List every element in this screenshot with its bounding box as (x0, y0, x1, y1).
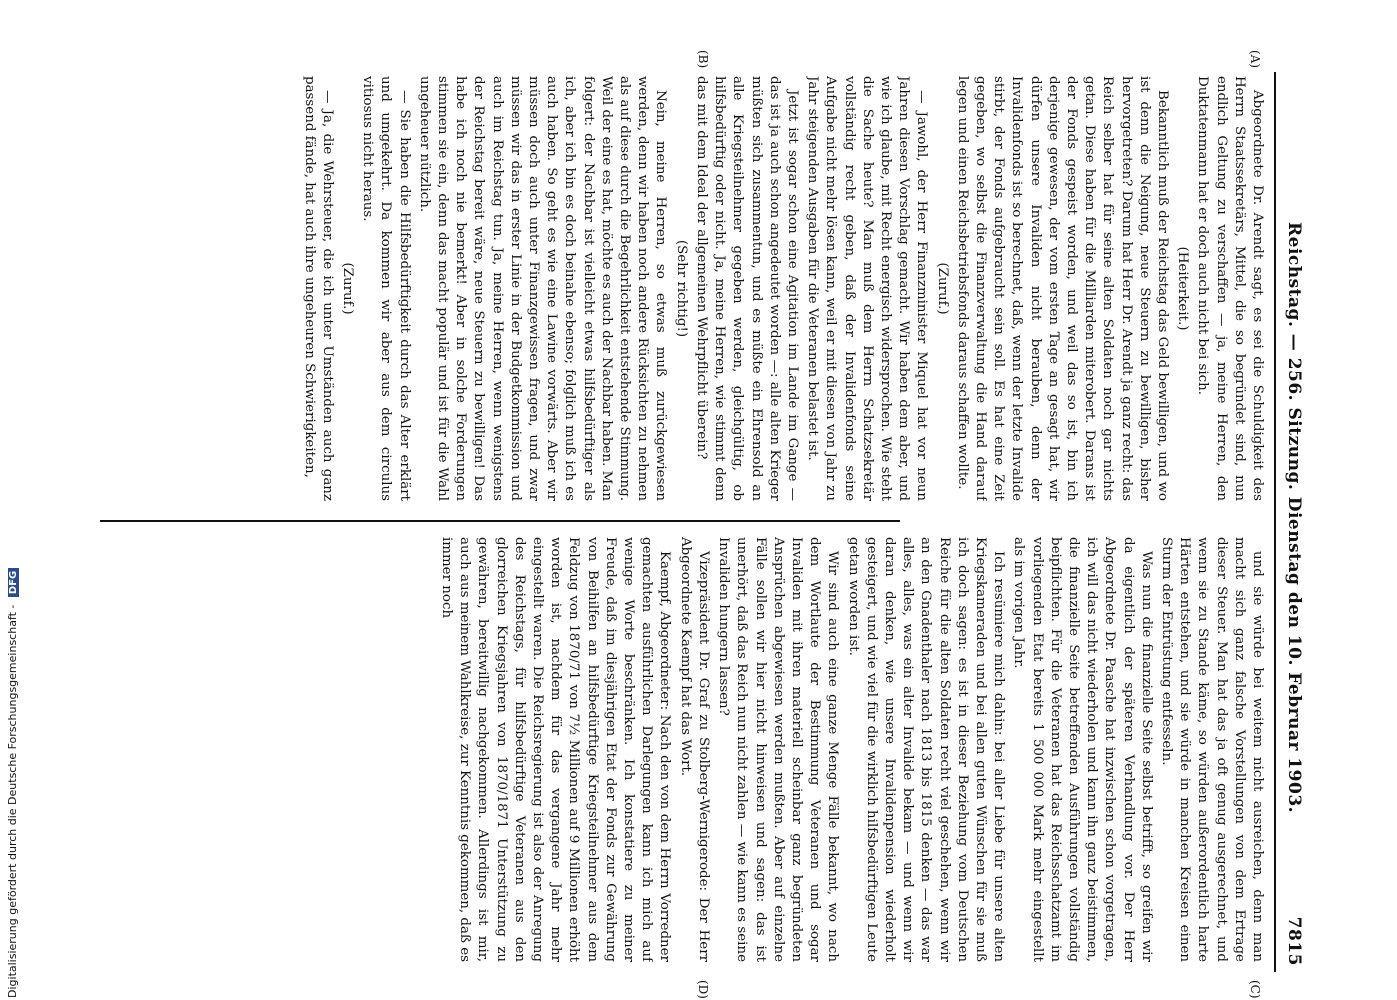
paragraph: — Sie haben die Hilfsbedürftigkeit durch das Alter erklärt und umgekehrt. Da kommen wir aber aus dem circulus vitiosus nicht heraus. (360, 76, 412, 501)
paragraph: Bekanntlich muß der Reichstag das Geld bewilligen, und wo ist denn die Neigung, neue Steuern zu bewilligen, bisher hervorgetreten? Darum hat Herr Dr. Arendt ja ganz recht: das Reich selber hat für seine alten Soldaten noch gar nichts getan. Diese haben für die Milliarden miterobert. Darans ist der Fonds gespeist worden, und weil das so ist, bin ich derjenige gewesen, der vom ersten Tage an gesagt hat, wir dürfen unsere Invaliden nicht berauben, denn der Invalidenfonds ist so berechnet, daß, wenn der letzte Invalide stirbt, der Fonds aufgebraucht sein soll. Es hat eine Zeit gegeben, wo selbst die Finanzverwaltung die Hand darauf legen und einen Reichsbetriebsfonds daraus schaffen wollte. (954, 76, 1170, 501)
paragraph: (Heiterkeit.) (1175, 246, 1191, 331)
paragraph: Was nun die finanzielle Seite selbst betrifft, so greifen wir da eigentlich der späteren Verhandlung vor. Der Herr Abgeordnete Dr. Paasche hat inzwischen schon vorgetragen, ich will das nicht wiederholen und kann ihn ganz beistimmen, die finanzielle Seite betreffenden Ausführungen vollständig beipflichten. Für die Veteranen hat das Reichsschatzamt im vorliegenden Etat bereits 1 500 000 Mark mehr eingestellt als im vorigen Jahr. (1011, 537, 1154, 962)
dfg-logo: DFG (8, 568, 19, 597)
column-divider (100, 520, 900, 522)
paragraph: — Ja, die Wehrsteuer, die ich unter Umständen auch ganz passend fände, hat auch ihre ungeheuren Schwierigkeiten, (301, 76, 335, 501)
margin-marker-c: (C) (1248, 980, 1262, 999)
paragraph: (Zuruf.) (934, 262, 950, 315)
credit-text: Digitalisierung gefördert durch die Deutsche Forschungsgemeinschaft - (6, 604, 19, 998)
margin-marker-b: (B) (696, 50, 710, 69)
paragraph: (Zuruf.) (340, 262, 356, 315)
page-number: 7815 (1284, 916, 1304, 966)
right-text-column (106, 537, 1266, 962)
paragraph: Wir sind auch eine ganze Menge Fälle bekannt, wo nach dem Wortlaute der Bestimmung Veteranen und sogar Invaliden mit ihren materiell scheinbar ganz begründeten Ansprüchen abgewiesen werden mußten. Aber auf einzelne Fälle sollen wir hier nicht hinweisen und sagen: das ist unerhört, daß das Reich nun nicht zahlen — wie kann es seine Invaliden hungern lassen? (716, 537, 841, 962)
paragraph: Jetzt ist sogar schon eine Agitation im Lande im Gange — das ist ja auch schon angedeutet worden —: alle alten Krieger müßten sich zusammentun, und es müßte ein Ehrensold an alle Kriegsteilnehmer gegeben werden, gleichgültig, ob hilfsbedürftig oder nicht. Ja, meine Herren, wie stimmt denn das mit dem Ideal der allgemeinen Wehrpflicht überein? (693, 76, 800, 501)
paragraph: Kaempf, Abgeordneter: Nach den von dem Herrn Vorredner gemachten ausführlichen Darlegungen kann ich mich auf wenige Worte beschränken. Ich konstatiere zu meiner Freude, daß im diesjährigen Etat der Fonds zur Gewährung von Beihilfen an hilfsbedürftige Kriegsteilnehmer aus dem Feldzug von 1870/71 von 7½ Millionen auf 9 Millionen erhöht worden ist, nachdem für das vergangene Jahr mehr eingestellt waren. Die Reichsregierung ist also der Anregung des Reichstags, für hilfsbedürftige Veteranen aus den glorreichen Kriegsjahren von 1870/1871 Unterstützung zu gewähren, bereitwillig nachgekommen. Allerdings ist mir, auch aus meinem Wahlkreise, zur Kenntnis gekommen, daß es immer noch (439, 537, 673, 962)
paragraph: (Sehr richtig!) (673, 239, 689, 338)
rotated-document-page (95, 50, 1310, 999)
margin-marker-a: (A) (1248, 50, 1262, 69)
left-text-column (106, 76, 1266, 501)
page-header (1274, 72, 1310, 972)
digitization-credit (6, 298, 22, 998)
paragraph: Ich resümiere mich dahin: bei aller Liebe für unsere alten Kriegskameraden und bei allen guten Wünschen für sie muß ich doch sagen: es ist in dieser Beziehung vom Deutschen Reiche für die alten Soldaten recht viel geschehen, wenn wir an den Gnadenthaler nach 1813 bis 1815 denken — das war alles, alles, was ein alter Invalide bekam — und wenn wir daran denken, wie unsere Invalidenpension wiederholt gesteigert, und wie viel für die wirklich hilfsbedürftigen Leute getan worden ist. (845, 537, 1007, 962)
margin-marker-d: (D) (696, 980, 710, 999)
paragraph: Abgeordnete Dr. Arendt sagt, es sei die Schuldigkeit des Herrn Staatssekretärs, Mittel, die so begründet sind, nun endlich Geltung zu verschaffen — ja, meine Herren, den Duktatenmann hat er doch auch nicht bei sich. (1195, 76, 1265, 501)
paragraph: — Jawohl, der Herr Finanzminister Miquel hat vor neun Jahren diesen Vorschlag gemacht. Wir haben dem aber, und wie ich glaube, mit Recht energisch widersprochen. Wie steht die Sache heute? Man muß dem Herrn Schatzsekretär vollständig recht geben, daß der Invalidenfonds seine Aufgabe nicht mehr lösen kann, weil er mit diesen von Jahr zu Jahr steigenden Ausgaben für die Veteranen belastet ist. (805, 76, 930, 501)
paragraph: und sie würde bei weitem nicht ausreichen, denn man macht sich ganz falsche Vorstellungen von dem Ertrage dieser Steuer. Man hat das ja oft genug ausgerechnet, und wenn sie zu Stande käme, so würden außerordentlich harte Härten entstehen, und sie würde in manchen Kreisen einen Sturm der Entrüstung entfesseln. (1158, 537, 1265, 962)
session-title: Reichstag. — 256. Sitzung. Dienstag den 10. Februar 1903. (1284, 222, 1304, 814)
paragraph: Vizepräsident Dr. Graf zu Stolberg-Wernigerode: Der Herr Abgeordnete Kaempf hat das Wort. (677, 537, 711, 962)
paragraph: Nein, meine Herren, so etwas muß zurückgewiesen werden, denn wir haben noch andere Rücksichten zu nehmen als auf diese durch die Begehrlichkeit entstehende Stimmung. Weil der eine es hat, möchte es auch der Nachbar haben. Man folgert: der Nachbar ist vielleicht etwas hilfsbedürftiger als ich, aber ich bin es doch beinahe ebenso; folglich muß ich es auch haben. So geht es wie eine Lawine vorwärts. Aber wir müssen doch auch unter Finanzgewissen fragen, und zwar müssen wir das in erster Linie in der Budgetkommission und auch im Reichstag tun. Ja, meine Herren, wenn wenigstens der Reichstag bereit wäre, neue Steuern zu bewilligen! Das habe ich noch nie bemerkt! Aber in solche Forderungen stimmen sie ein, denn das macht populär und ist für die Wahl ungeheuer nützlich. (416, 76, 669, 501)
